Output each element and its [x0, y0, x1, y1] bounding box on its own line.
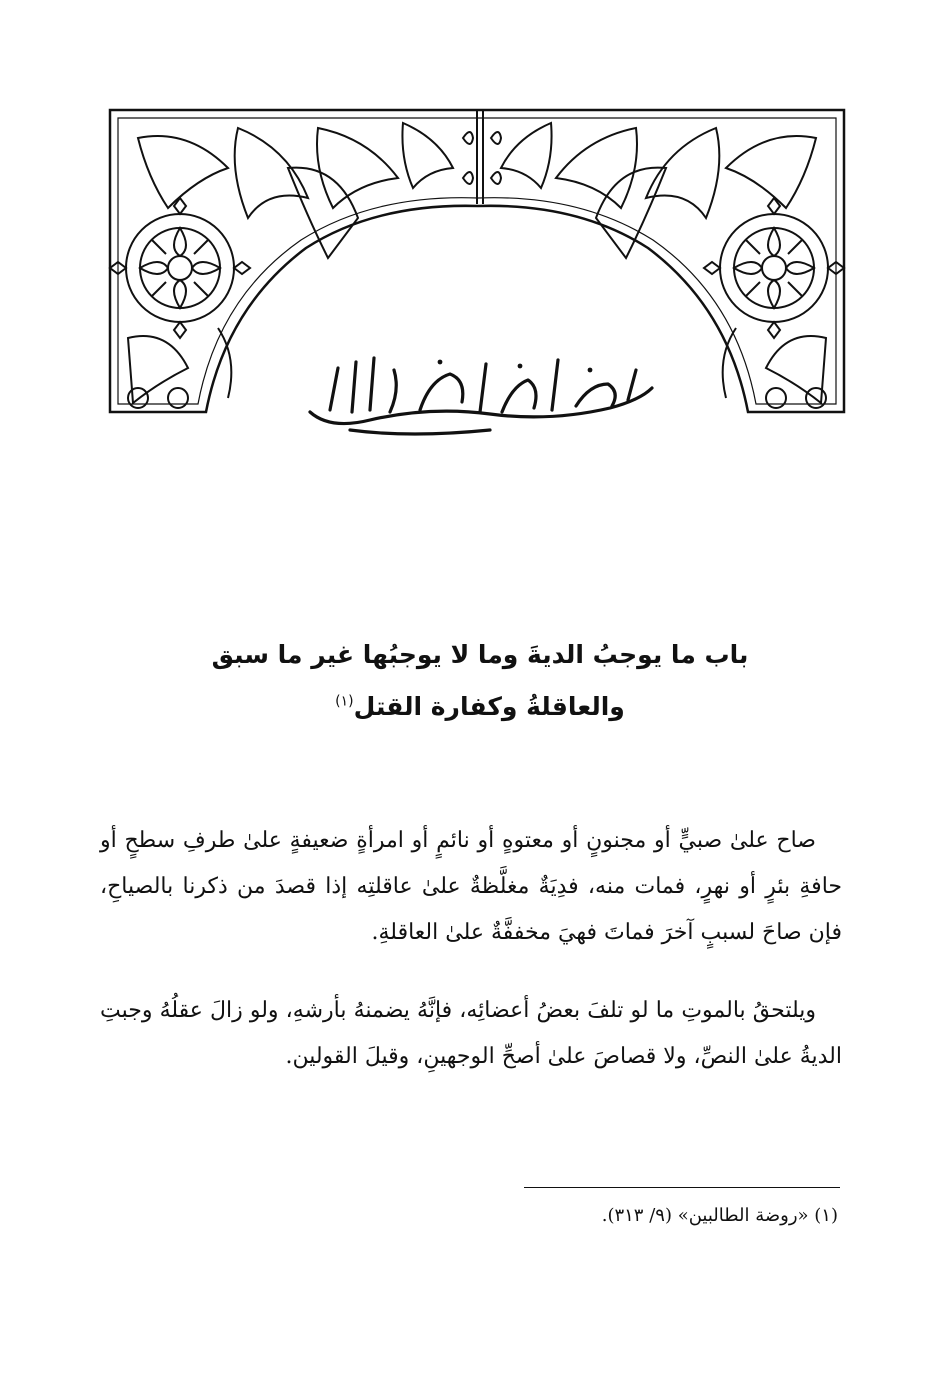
chapter-title-line-2: [120, 692, 840, 721]
footnote-text: (١) «روضة الطالبين» (٩/ ٣١٣).: [601, 1205, 838, 1226]
body-paragraph-1: [100, 818, 842, 956]
body-paragraph-2: [100, 988, 842, 1080]
paragraph-1-text: صاح علىٰ صبيٍّ أو مجنونٍ أو معتوهٍ أو نائمٍ أو امرأةٍ ضعيفةٍ علىٰ طرفِ سطحٍ أو حافةِ بئرٍ أو نهرٍ، فمات منه، فدِيَةٌ مغلَّظةٌ علىٰ عاقلتِه إذا قصدَ من ذكرنا بالصياحِ، فإن صاحَ لسببٍ آخرَ فماتَ فهيَ مخففَّةٌ علىٰ العاقلةِ.: [100, 828, 842, 945]
chapter-title-text: والعاقلةُ وكفارة القتل: [353, 692, 625, 721]
chapter-title-line-1: باب ما يوجبُ الديةَ وما لا يوجبُها غير ما سبق: [211, 640, 749, 669]
paragraph-2-text: ويلتحقُ بالموتِ ما لو تلفَ بعضُ أعضائِه، فإنَّهُ يضمنهُ بأرشهِ، ولو زالَ عقلُهُ وجبتِ الديةُ علىٰ النصِّ، ولا قصاصَ علىٰ أصحِّ الوجهينِ، وقيلَ القولين.: [100, 998, 842, 1069]
basmala-calligraphy-icon: [290, 340, 670, 440]
footnote-divider: [524, 1187, 840, 1188]
footnote-marker[interactable]: (١): [335, 693, 354, 710]
